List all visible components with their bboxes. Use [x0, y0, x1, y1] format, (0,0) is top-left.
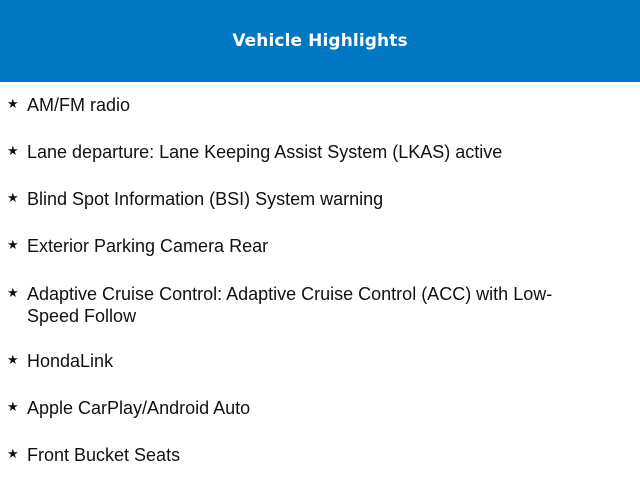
list-item [0, 141, 640, 163]
list-item-label: Blind Spot Information (BSI) System warning [27, 189, 384, 209]
list-item-label: Apple CarPlay/Android Auto [27, 398, 251, 418]
star-icon: ★ [7, 144, 19, 159]
list-item [0, 350, 640, 372]
list-item-label: HondaLink [27, 351, 114, 371]
star-icon: ★ [7, 238, 19, 253]
list-item-label: Adaptive Cruise Control: Adaptive Cruise Control (ACC) with Low-Speed Follow [27, 284, 553, 326]
star-icon: ★ [7, 191, 19, 206]
list-item [0, 397, 640, 419]
star-icon: ★ [7, 447, 19, 462]
list-item-label: Lane departure: Lane Keeping Assist System (LKAS) active [27, 142, 503, 162]
header-banner [0, 0, 640, 82]
list-item-label: Exterior Parking Camera Rear [27, 236, 269, 256]
page-title: Vehicle Highlights [232, 31, 408, 51]
list-item [0, 235, 640, 257]
list-item [0, 283, 640, 327]
list-item-label: Front Bucket Seats [27, 445, 181, 465]
star-icon: ★ [7, 97, 19, 112]
star-icon: ★ [7, 400, 19, 415]
star-icon: ★ [7, 353, 19, 368]
list-item [0, 188, 640, 210]
list-item-label: AM/FM radio [27, 95, 131, 115]
star-icon: ★ [7, 286, 19, 301]
list-item [0, 444, 640, 466]
list-item [0, 94, 640, 116]
